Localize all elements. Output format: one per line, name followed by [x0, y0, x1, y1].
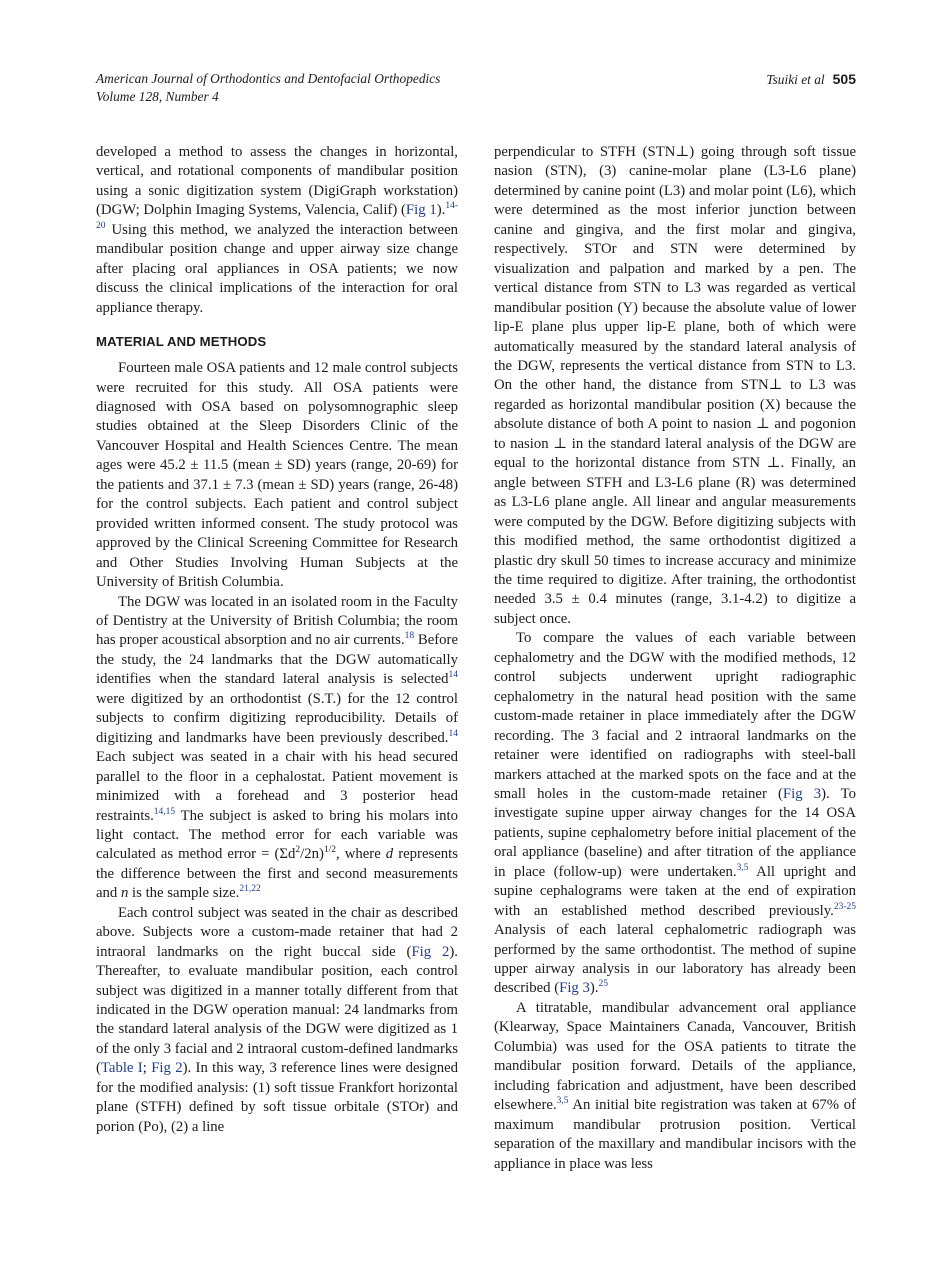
citation[interactable]: 3,5 [736, 862, 749, 873]
journal-title: American Journal of Orthodontics and Dentofacial Orthopedics [96, 71, 441, 86]
paragraph-subjects: Fourteen male OSA patients and 12 male control subjects were recruited for this study. All OSA patients were diagnosed with OSA based on polysomnographic sleep studies obtained at the Sleep Disorders Clinic of the Vancouver Hospital and Health Sciences Centre. The mean ages were 45.2 ± 11.5 (mean ± SD) years (range, 20-69) for the patients and 37.1 ± 7.3 (mean ± SD) years (range, 26-48) for the control subjects. Each patient and control subject provided written informed consent. The study protocol was approved by the Clinical Screening Committee for Research and Other Studies Involving Human Subjects at the University of British Columbia. [96, 360, 458, 591]
citation[interactable]: 14-20 [96, 201, 458, 231]
paragraph-control: Each control subject was seated in the chair as described above. Subjects wore a custom-made retainer that had 2 intraoral landmarks on the right buccal side (Fig 2). Thereafter, to evaluate mandibular position, each control subject was digitized in a manner totally different from that indicated in the DGW operation manual: 24 landmarks from the standard lateral analysis of the DGW were digitized as 1 of the only 3 facial and 2 intraoral custom-defined landmarks (Table I; Fig 2). In this way, 3 reference lines were designed for the modified analysis: (1) soft tissue Frankfort horizontal plane (STFH) defined by soft tissue orbitale (STOr) and porion (Po), (2) a line [96, 904, 458, 1135]
left-column [96, 143, 458, 1137]
author-page [766, 70, 856, 89]
section-heading: MATERIAL AND METHODS [96, 334, 267, 350]
intro-continuation: developed a method to assess the changes in horizontal, vertical, and rotational components of mandibular position using a sonic digitization system (DigiGraph workstation) (DGW; Dolphin Imaging Systems, Valencia, Calif) (Fig 1).$^{14-20}$ Using this method, we analyzed the interaction between mandibular position change and upper airway size change after placing oral appliances in OSA patients; we now discuss the clinical implications of the interaction for oral appliance therapy. [96, 144, 458, 316]
journal-info [96, 70, 440, 106]
paragraph-reference-lines: perpendicular to STFH (STN⊥) going through soft tissue nasion (STN), (3) canine-molar plane (L3-L6 plane) determined by canine point (L3) and molar point (L6), which were determined as the most inferior junction between canine and gingiva, and the first molar and gingiva, respectively. STOr and STN were determined by visualization and palpation and marked by a pen. The vertical distance from STN to L3 was regarded as vertical mandibular position (Y) because the absolute value of lower lip-E plane plus upper lip-E plane, both of which were automatically measured by the standard lateral analysis of the DGW, represents the vertical distance from STN to L3. On the other hand, the distance from STN⊥ to L3 was regarded as horizontal mandibular position (X) because the absolute distance of both A point to nasion ⊥ and pogonion to nasion ⊥ in the standard lateral analysis of the DGW are equal to the horizontal distance from STN ⊥. Finally, an angle between STFH and L3-L6 plane (R) was determined as L3-L6 plane angle. All linear and angular measurements were computed by the DGW. Before digitizing subjects with this modified method, the same orthodontist digitized a plastic dry skull 50 times to increase accuracy and minimize the time required to digitize. After training, the orthodontist needed 3.5 ± 0.4 minutes (range, 3.1-4.2) to digitize a subject once. [494, 144, 856, 627]
paragraph-dgw: The DGW was located in an isolated room in the Faculty of Dentistry at the University of British Columbia; the room has proper acoustical absorption and no air currents.$^{18}$ Before the study, the 24 landmarks that the DGW automatically identifies when the standard lateral analysis is selected$^{14}$ were digitized by an orthodontist (S.T.) for the 12 control subjects to confirm digitizing reproducibility. Details of digitizing and landmarks have been previously described.$^{14}$ Each subject was seated in a chair with his head secured parallel to the floor in a cephalostat. Patient movement is minimized with a forehead and 3 posterior head restraints.$^{14,15}$ The subject is asked to bring his molars into light contact. The method error for each variable was calculated as method error = $(\Sigma d^2/2n)^{1/2}$, where d represents the difference between the first and second measurements and n is the sample size.$^{21,22}$ [96, 593, 458, 902]
fig3-link[interactable]: Fig 3 [782, 785, 822, 802]
citation[interactable]: 25 [598, 979, 608, 990]
variable-n: n [120, 885, 129, 902]
fig3-link[interactable]: Fig 3 [559, 980, 590, 997]
citation[interactable]: 3,5 [556, 1096, 569, 1107]
running-authors: Tsuiki et al [766, 72, 825, 87]
variable-d: d [385, 846, 394, 863]
citation[interactable]: 18 [404, 631, 415, 642]
fig2-link[interactable]: Fig 2 [151, 1060, 183, 1077]
journal-volume: Volume 128, Number 4 [96, 89, 219, 104]
citation[interactable]: 14 [448, 670, 458, 681]
paragraph-cephalometry: To compare the values of each variable between cephalometry and the DGW with the modified methods, 12 control subjects underwent upright radiographic cephalometry in the natural head position with the same custom-made retainer in place immediately after the DGW recording. The 3 facial and 2 intraoral landmarks on the retainer were identified on radiographs with steel-ball markers attached at the marked spots on the face and at the small holes in the custom-made retainer (Fig 3). To investigate supine upper airway changes for the 14 OSA patients, supine cephalometry before initial placement of the oral appliance (baseline) and after titration of the appliance in place (follow-up) were undertaken.$^{3,5}$ All upright and supine cephalograms were taken at the end of expiration with an established method described previously.$^{23-25}$ Analysis of each lateral cephalometric radiograph was performed by the same orthodontist. The method of supine upper airway analysis in our laboratory has already been described (Fig 3).$^{25}$ [494, 630, 856, 997]
exponent: 1/2 [323, 845, 336, 856]
fig1-link[interactable]: Fig 1 [405, 202, 437, 219]
citation[interactable]: 21,22 [239, 884, 261, 895]
paragraph-appliance: A titratable, mandibular advancement oral appliance (Klearway, Space Maintainers Canada, Vancouver, British Columbia) was used for the OSA patients to titrate the mandibular position forward. Details of the appliance, including fabrication and adjustment, have been described elsewhere.$^{3,5}$ An initial bite registration was taken at 67% of maximum mandibular protrusion position. Vertical separation of the maxillary and mandibular incisors with the appliance in place was less [494, 999, 856, 1172]
table1-link[interactable]: Table I [100, 1060, 143, 1077]
exponent: 2 [295, 845, 301, 856]
citation[interactable]: 14 [448, 728, 458, 739]
citation[interactable]: 14,15 [153, 806, 176, 817]
citation[interactable]: 23-25 [833, 901, 856, 912]
fig2-link[interactable]: Fig 2 [411, 943, 450, 960]
right-column [494, 143, 856, 1174]
page-number: 505 [832, 71, 856, 87]
